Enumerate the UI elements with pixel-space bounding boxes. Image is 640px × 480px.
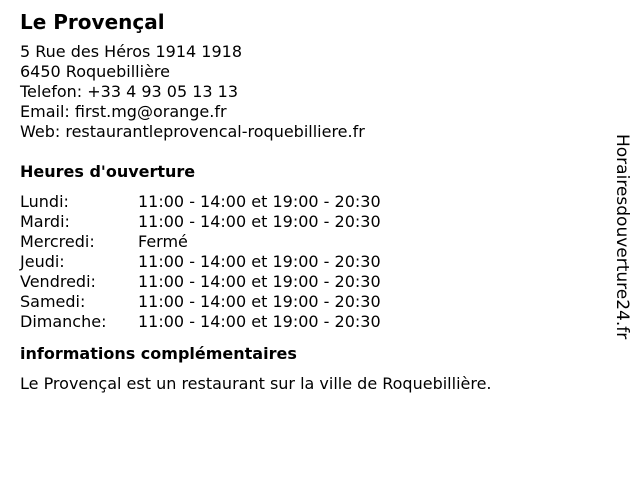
hours-day-label: Samedi: — [20, 292, 86, 311]
business-description: Le Provençal est un restaurant sur la ville de Roquebillière. — [20, 374, 492, 393]
website-line: Web: restaurantleprovencal-roquebilliere.fr — [20, 122, 365, 141]
hours-day-label: Vendredi: — [20, 272, 96, 291]
hours-row-monday — [20, 192, 600, 212]
hours-day-label: Jeudi: — [20, 252, 65, 271]
hours-row-friday — [20, 272, 600, 292]
hours-time-value: Fermé — [138, 232, 188, 251]
address-street: 5 Rue des Héros 1914 1918 — [20, 42, 242, 61]
hours-row-tuesday — [20, 212, 600, 232]
additional-info-heading: informations complémentaires — [20, 344, 297, 363]
hours-row-thursday — [20, 252, 600, 272]
business-card — [20, 10, 600, 394]
hours-row-saturday — [20, 292, 600, 312]
opening-hours-heading: Heures d'ouverture — [20, 162, 196, 181]
hours-day-label: Mardi: — [20, 212, 70, 231]
hours-time-value: 11:00 - 14:00 et 19:00 - 20:30 — [138, 272, 381, 291]
hours-time-value: 11:00 - 14:00 et 19:00 - 20:30 — [138, 192, 381, 211]
phone-line: Telefon: +33 4 93 05 13 13 — [20, 82, 239, 101]
hours-time-value: 11:00 - 14:00 et 19:00 - 20:30 — [138, 292, 381, 311]
hours-time-value: 11:00 - 14:00 et 19:00 - 20:30 — [138, 252, 381, 271]
business-name: Le Provençal — [20, 10, 165, 34]
hours-day-label: Mercredi: — [20, 232, 95, 251]
hours-row-wednesday — [20, 232, 600, 252]
opening-hours-table — [20, 192, 600, 332]
hours-day-label: Lundi: — [20, 192, 69, 211]
hours-day-label: Dimanche: — [20, 312, 107, 331]
hours-row-sunday — [20, 312, 600, 332]
site-watermark: Horairesdouverture24.fr — [612, 134, 632, 340]
hours-time-value: 11:00 - 14:00 et 19:00 - 20:30 — [138, 212, 381, 231]
hours-time-value: 11:00 - 14:00 et 19:00 - 20:30 — [138, 312, 381, 331]
email-line: Email: first.mg@orange.fr — [20, 102, 227, 121]
address-city: 6450 Roquebillière — [20, 62, 170, 81]
